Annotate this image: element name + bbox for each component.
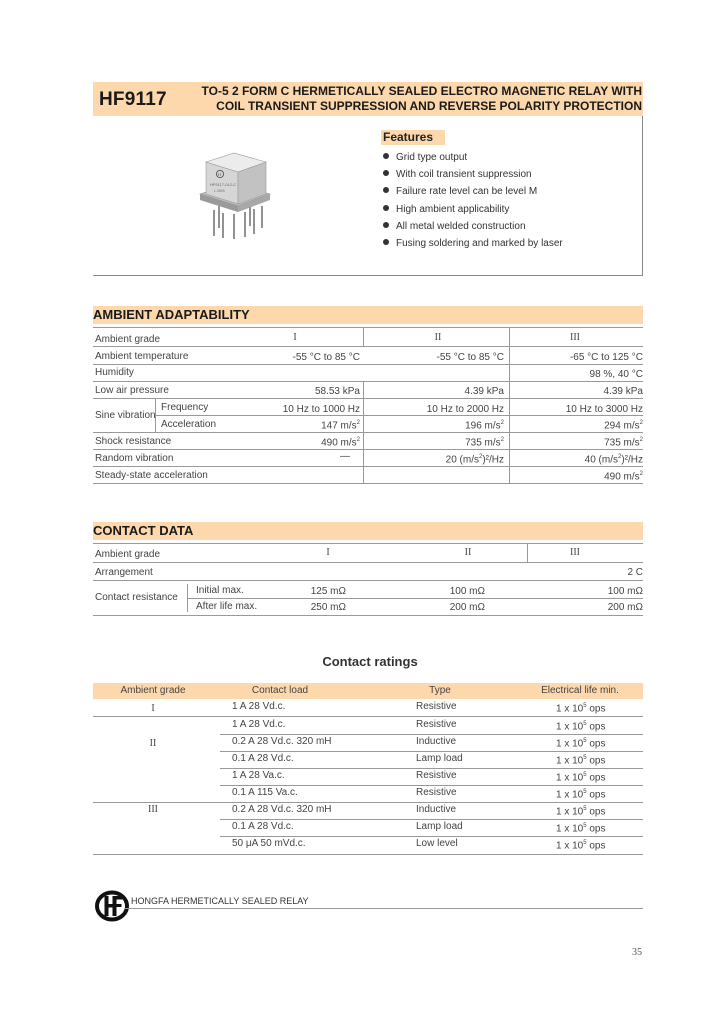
contact-grade-label: Ambient grade [95, 549, 161, 560]
row-label-low-air-pressure: Low air pressure [95, 385, 169, 396]
contact-grade-3: III [570, 547, 580, 558]
footer-company-text: HONGFA HERMETICALLY SEALED RELAY [131, 896, 309, 906]
divider [93, 543, 643, 544]
acceleration-2: 196 $m/s^2$ [465, 420, 504, 432]
feature-item: Grid type output [383, 152, 467, 163]
footer-divider [125, 908, 643, 909]
hongfa-logo-icon [93, 889, 133, 923]
divider [93, 854, 643, 855]
initial-1: 125 mΩ [310, 586, 346, 597]
divider [527, 543, 528, 562]
rating-electrical-life: 1 x $10^5$ ops [556, 789, 606, 801]
divider [155, 415, 643, 416]
frequency-2: 10 Hz to 2000 Hz [426, 404, 504, 415]
initial-2: 100 mΩ [449, 586, 485, 597]
ratings-grade-2: II [149, 738, 157, 749]
ratings-header-type: Type [429, 685, 451, 696]
rating-type: Inductive [416, 804, 457, 815]
bullet-icon [383, 170, 389, 176]
divider [93, 580, 643, 581]
header-title-line1: TO-5 2 FORM C HERMETICALLY SEALED ELECTRO MAGNETIC RELAY WITH [201, 84, 642, 98]
after-2: 200 mΩ [449, 602, 485, 613]
row-label-ambient-temperature: Ambient temperature [95, 351, 189, 362]
feature-item: Fusing soldering and marked by laser [383, 238, 563, 249]
rating-contact-load: 50 μA 50 mVd.c. [232, 838, 306, 849]
divider [93, 364, 643, 365]
row-label-ambient-grade: Ambient grade [95, 334, 161, 345]
row-label-acceleration: Acceleration [161, 419, 217, 430]
frequency-1: 10 Hz to 1000 Hz [282, 404, 360, 415]
rating-electrical-life: 1 x $10^5$ ops [556, 806, 606, 818]
rating-electrical-life: 1 x $10^5$ ops [556, 703, 606, 715]
divider [93, 466, 643, 467]
pressure-1: 58.53 kPa [314, 386, 360, 397]
rating-contact-load: 0.1 A 28 Vd.c. [232, 753, 294, 764]
acceleration-1: 147 $m/s^2$ [321, 420, 360, 432]
rating-contact-load: 0.2 A 28 Vd.c. 320 mH [232, 736, 332, 747]
svg-text:L.3895: L.3895 [214, 189, 225, 193]
acceleration-3: 294 $m/s^2$ [604, 420, 643, 432]
feature-item: High ambient applicability [383, 204, 509, 215]
grade-2: II [434, 332, 442, 343]
divider [93, 346, 643, 347]
bullet-icon [383, 222, 389, 228]
ratings-header-grade: Ambient grade [120, 685, 186, 696]
pressure-3: 4.39 kPa [603, 386, 643, 397]
ratings-grade-3: III [148, 804, 158, 815]
grade-1: I [293, 332, 297, 343]
humidity-value: 98 %, 40 °C [589, 369, 643, 380]
feature-item: Failure rate level can be level M [383, 186, 537, 197]
page-number: 35 [632, 947, 642, 958]
divider [93, 381, 643, 382]
rating-contact-load: 0.2 A 28 Vd.c. 320 mH [232, 804, 332, 815]
bullet-icon [383, 239, 389, 245]
rating-contact-load: 1 A 28 Vd.c. [232, 701, 286, 712]
row-label-sine-vibration: Sine vibration [95, 410, 156, 421]
rating-electrical-life: 1 x $10^5$ ops [556, 721, 606, 733]
relay-product-image [190, 148, 280, 240]
svg-text:H: H [217, 172, 221, 177]
bullet-icon [383, 187, 389, 193]
divider [93, 716, 643, 717]
rating-contact-load: 0.1 A 115 Va.c. [232, 787, 298, 798]
divider [220, 819, 643, 820]
ratings-grade-1: I [151, 703, 155, 714]
ratings-header-life: Electrical life min. [541, 685, 619, 696]
contact-grade-2: II [464, 547, 472, 558]
contact-resistance-label: Contact resistance [95, 592, 178, 603]
ratings-header-load: Contact load [251, 685, 309, 696]
product-box [93, 116, 643, 276]
features-title: Features [383, 130, 434, 144]
divider [93, 802, 643, 803]
ambient-title: AMBIENT ADAPTABILITY [93, 307, 250, 322]
divider [93, 327, 643, 328]
contact-title: CONTACT DATA [93, 523, 194, 538]
header-title-line2: COIL TRANSIENT SUPPRESSION AND REVERSE POLARITY PROTECTION [216, 99, 642, 113]
after-3: 200 mΩ [607, 602, 643, 613]
shock-3: 735 $m/s^2$ [604, 437, 643, 449]
row-label-frequency: Frequency [161, 402, 209, 413]
contact-grade-1: I [326, 547, 330, 558]
after-1: 250 mΩ [310, 602, 346, 613]
row-label-humidity: Humidity [95, 367, 134, 378]
rating-contact-load: 1 A 28 Vd.c. [232, 719, 286, 730]
divider [220, 734, 643, 735]
divider [220, 751, 643, 752]
ratings-title: Contact ratings [322, 654, 418, 669]
temp-3: -65 °C to 125 °C [569, 352, 643, 363]
divider [220, 785, 643, 786]
rating-contact-load: 0.1 A 28 Vd.c. [232, 821, 294, 832]
divider [220, 836, 643, 837]
rating-type: Lamp load [416, 753, 463, 764]
after-life-label: After life max. [196, 601, 258, 612]
shock-1: 490 $m/s^2$ [321, 437, 360, 449]
rating-type: Resistive [416, 787, 457, 798]
rating-type: Resistive [416, 719, 457, 730]
divider [93, 398, 643, 399]
feature-item: With coil transient suppression [383, 169, 532, 180]
row-label-steady-state-acceleration: Steady-state acceleration [95, 470, 208, 481]
rating-type: Lamp load [416, 821, 463, 832]
rating-electrical-life: 1 x $10^5$ ops [556, 772, 606, 784]
divider [93, 615, 643, 616]
bullet-icon [383, 153, 389, 159]
steady-value: 490 $m/s^2$ [604, 471, 643, 483]
temp-2: -55 °C to 85 °C [436, 352, 504, 363]
rating-electrical-life: 1 x $10^5$ ops [556, 738, 606, 750]
rating-electrical-life: 1 x $10^5$ ops [556, 823, 606, 835]
arrangement-label: Arrangement [95, 567, 153, 578]
temp-1: -55 °C to 85 °C [292, 352, 360, 363]
rating-electrical-life: 1 x $10^5$ ops [556, 840, 606, 852]
frequency-3: 10 Hz to 3000 Hz [565, 404, 643, 415]
rating-type: Inductive [416, 736, 457, 747]
bullet-icon [383, 205, 389, 211]
rating-type: Resistive [416, 701, 457, 712]
divider [93, 432, 643, 433]
rating-type: Resistive [416, 770, 457, 781]
divider [509, 327, 510, 483]
random-3: 40 $(m/s^2)^2/Hz$ [584, 454, 643, 466]
row-label-shock-resistance: Shock resistance [95, 436, 172, 447]
divider [187, 598, 643, 599]
rating-electrical-life: 1 x $10^5$ ops [556, 755, 606, 767]
divider [363, 327, 364, 346]
divider [93, 483, 643, 484]
random-1: — [340, 451, 350, 462]
feature-item: All metal welded construction [383, 221, 526, 232]
initial-3: 100 mΩ [607, 586, 643, 597]
random-2: 20 $(m/s^2)^2/Hz$ [445, 454, 504, 466]
rating-contact-load: 1 A 28 Va.c. [232, 770, 285, 781]
divider [93, 562, 643, 563]
shock-2: 735 $m/s^2$ [465, 437, 504, 449]
divider [220, 768, 643, 769]
rating-type: Low level [416, 838, 458, 849]
pressure-2: 4.39 kPa [464, 386, 504, 397]
grade-3: III [570, 332, 580, 343]
svg-text:HF9117-012-C: HF9117-012-C [210, 182, 237, 187]
initial-max-label: Initial max. [196, 585, 244, 596]
arrangement-value: 2 C [627, 567, 643, 578]
model-number: HF9117 [99, 89, 167, 110]
divider [93, 449, 643, 450]
row-label-random-vibration: Random vibration [95, 453, 174, 464]
